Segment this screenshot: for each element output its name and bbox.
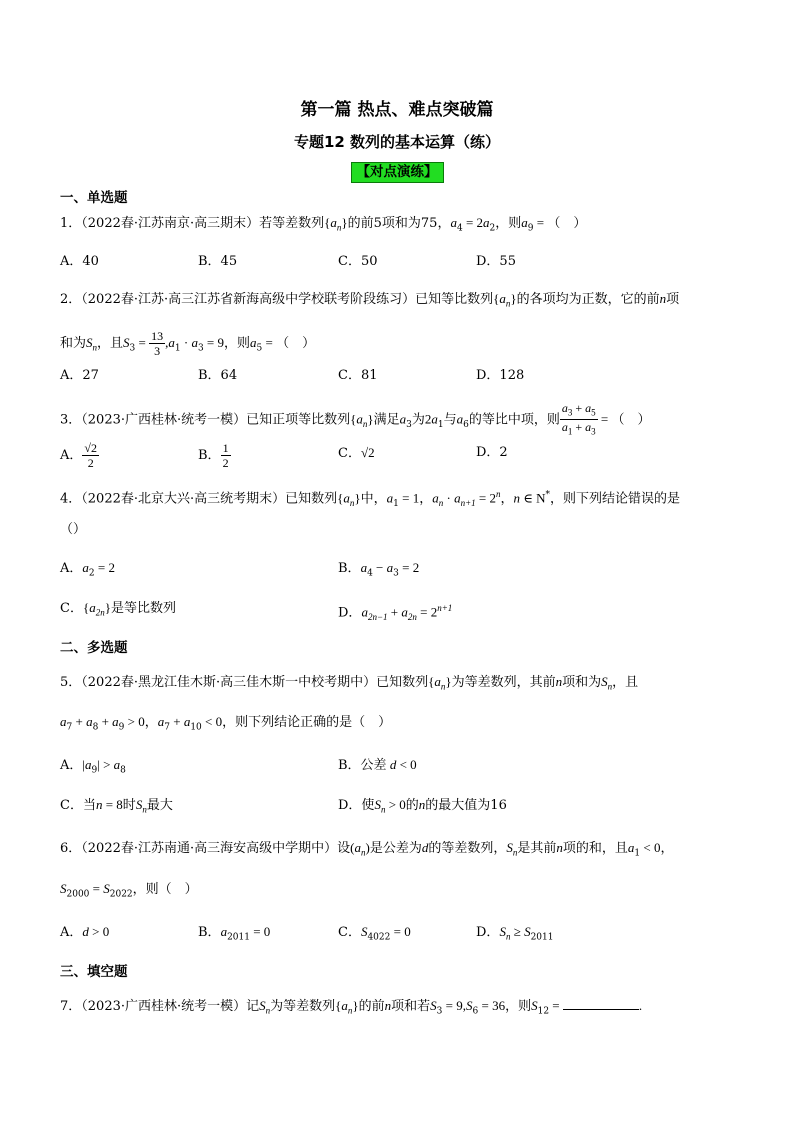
page-title: 第一篇 热点、难点突破篇	[300, 100, 494, 120]
question-1-option-d: D．55	[476, 254, 516, 269]
question-2-option-d: D．128	[476, 368, 525, 383]
question-2-stem: 2．（2022春·江苏·高三江苏省新海高级中学校联考阶段练习）已知等比数列$\{a_n\}$的各项均为正数，它的前n项	[60, 291, 680, 309]
question-4-stem-line2: （）	[60, 522, 87, 537]
question-6-option-a: A．d > 0	[60, 924, 110, 940]
question-3-option-b: B． $\frac{1}{2}$	[198, 441, 229, 470]
practice-badge: 【对点演练】	[351, 162, 444, 183]
question-6-stem: 6．（2022春·江苏南通·高三海安高级中学期中）设$(a_n)$是公差为d的等差数列，$S_n$是其前n项的和，且$a_1 < 0$，	[60, 840, 674, 859]
question-1-option-a: A．40	[60, 254, 99, 269]
question-6-option-c: C．$S_{4022} = 0$	[338, 924, 411, 943]
question-6-option-b: B．$a_{2011} = 0$	[198, 924, 271, 943]
question-3-option-d: D．2	[476, 445, 508, 460]
answer-blank	[563, 997, 639, 1010]
question-5-stem-line2: $a_7 + a_8 + a_9 > 0$，$a_7 + a_{10} < 0$，则下列结论正确的是（ ）	[60, 714, 392, 733]
question-2-option-b: B．64	[198, 368, 238, 383]
question-4-stem: 4．（2022春·北京大兴·高三统考期末）已知数列$\{a_n\}$中，$a_1 = 1$，$a_n \cdot a_{n+1} = 2^n$，n ∈ N*，则下列结论错误的是	[60, 489, 681, 509]
page-subtitle: 专题12 数列的基本运算（练）	[293, 133, 501, 151]
question-5-option-c: C．当n = 8时$S_n$最大	[60, 797, 173, 815]
question-1-option-b: B．45	[198, 254, 238, 269]
question-5-option-a: A．$|a_9| > a_8$	[60, 757, 126, 776]
question-5-option-d: D．使$S_n > 0$的n的最大值为16	[338, 797, 507, 815]
question-5-stem: 5．（2022春·黑龙江佳木斯·高三佳木斯一中校考期中）已知数列$\{a_n\}$为等差数列，其前n项和为$S_n$，且	[60, 674, 639, 692]
question-4-option-b: B．$a_4 - a_3 = 2$	[338, 560, 420, 579]
question-6-option-d: D．$S_n \ge S_{2011}$	[476, 924, 554, 943]
question-3-stem: 3．（2023·广西桂林·统考一模）已知正项等比数列$\{a_n\}$满足$a_3$为$2a_1$与$a_6$的等比中项，则 $\frac{a_3 + a_5}{a_1 + a_3}$ = （ ）	[60, 401, 651, 437]
question-5-option-b: B．公差 d < 0	[338, 757, 417, 773]
section-heading-multiple-choice: 二、多选题	[60, 640, 128, 656]
question-2-stem-line2: 和为$S_n$，且$S_3$ = $\frac{13}{3}$ $,a_1 \cdot a_3 = 9$，则$a_5$ = （ ）	[60, 329, 316, 358]
section-heading-single-choice: 一、单选题	[60, 190, 128, 206]
question-1-option-c: C．50	[338, 254, 378, 269]
question-4-option-d: D．$a_{2n-1} + a_{2n} = 2^{n+1}$	[338, 603, 453, 622]
question-3-option-c: C．√2	[338, 445, 375, 461]
question-7-stem: 7．（2023·广西桂林·统考一模）记$S_n$为等差数列$\{a_n\}$的前n项和若$S_3 = 9,S_6 = 36$，则$S_{12}$ = .	[60, 998, 643, 1017]
question-2-option-c: C．81	[338, 368, 378, 383]
section-heading-fill-in: 三、填空题	[60, 964, 128, 980]
question-4-option-c: C．$\{a_{2n}\}$是等比数列	[60, 600, 176, 618]
question-4-option-a: A．$a_2 = 2$	[60, 560, 115, 579]
question-6-stem-line2: $S_{2000} = S_{2022}$，则（ ）	[60, 881, 198, 900]
question-1-stem: 1．（2022春·江苏南京·高三期末）若等差数列$\{a_n\}$的前5项和为75，$a_4 = 2a_2$，则$a_9$ = （ ）	[60, 215, 587, 234]
question-2-option-a: A．27	[60, 368, 99, 383]
question-3-option-a: A． $\frac{√2}{2}$	[60, 441, 97, 470]
